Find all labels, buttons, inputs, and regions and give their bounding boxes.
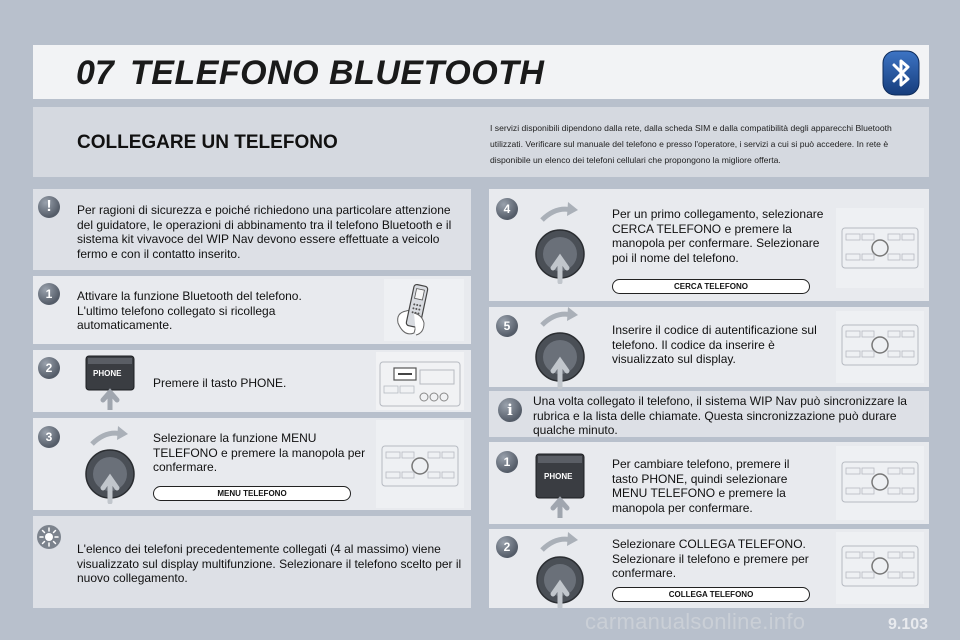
section-title: COLLEGARE UN TELEFONO	[77, 132, 338, 153]
bluetooth-icon	[882, 50, 920, 96]
step-1-text: Attivare la funzione Bluetooth del telefono. L'ultimo telefono collegato si ricollega automaticamente.	[77, 289, 302, 333]
radio-unit-image	[836, 446, 924, 520]
cerca-telefono-label: CERCA TELEFONO	[612, 279, 810, 294]
radio-unit-cd-image	[376, 352, 464, 410]
intro-note: I servizi disponibili dipendono dalla rete, dalla scheda SIM e dalla compatibilità degli apparecchi Bluetooth utilizzati. Verificare sul manuale del telefono e presso l'operatore, i servizi a cui si può accedere. In rete è disponibile un elenco dei telefoni cellulari che propongono la migliore offerta.	[490, 123, 892, 165]
change-step-1-badge: 1	[496, 451, 518, 473]
phone-key-image	[84, 354, 138, 410]
chapter-number: 07	[76, 54, 114, 92]
rotary-knob-image	[530, 200, 596, 284]
warning-badge: !	[38, 196, 60, 218]
rotary-knob-image	[530, 530, 596, 608]
step-4-text: Per un primo collegamento, selezionare CERCA TELEFONO e premere la manopola per confermare. Selezionare poi il nome del telefono.	[612, 207, 824, 265]
menu-telefono-label: MENU TELEFONO	[153, 486, 351, 501]
step-5-badge: 5	[496, 315, 518, 337]
phone-key-label: PHONE	[93, 369, 122, 378]
change-step-2-badge: 2	[496, 536, 518, 558]
rotary-knob-image	[80, 424, 146, 504]
change-step-1-text: Per cambiare telefono, premere il tasto PHONE, quindi selezionare MENU TELEFONO e premere la manopola per confermare.	[612, 457, 790, 515]
step-1-badge: 1	[38, 283, 60, 305]
step-3-text: Selezionare la funzione MENU TELEFONO e premere la manopola per confermare.	[153, 431, 366, 475]
radio-unit-image	[376, 420, 464, 508]
info-badge: i	[498, 398, 522, 422]
collega-telefono-label: COLLEGA TELEFONO	[612, 587, 810, 602]
step-3-badge: 3	[38, 426, 60, 448]
step-4-badge: 4	[496, 198, 518, 220]
phone-key-label: PHONE	[544, 472, 573, 481]
watermark: carmanualsonline.info	[585, 609, 806, 634]
page-number: 9.103	[888, 616, 929, 633]
hand-phone-icon	[384, 279, 464, 341]
lightbulb-icon	[36, 524, 62, 550]
step-2-text: Premere il tasto PHONE.	[153, 376, 287, 390]
phone-key-image	[534, 452, 588, 518]
radio-unit-image	[836, 311, 924, 383]
rotary-knob-image	[530, 305, 596, 389]
radio-unit-image	[836, 208, 924, 288]
step-5-text: Inserire il codice di autentificazione sul telefono. Il codice da inserire è visualizzato sul display.	[612, 323, 817, 367]
change-step-2-text: Selezionare COLLEGA TELEFONO. Selezionare il telefono e premere per confermare.	[612, 537, 809, 581]
tip-text: L'elenco dei telefoni precedentemente collegati (4 al massimo) viene visualizzato sul display multifunzione. Selezionare il telefono scelto per il nuovo collegamento.	[77, 542, 462, 586]
radio-unit-image	[836, 532, 924, 604]
info-text: Una volta collegato il telefono, il sistema WIP Nav può sincronizzare la rubrica e la lista delle chiamate. Questa sincronizzazione può durare qualche minuto.	[533, 394, 907, 438]
page-title: TELEFONO BLUETOOTH	[130, 54, 545, 92]
step-2-badge: 2	[38, 357, 60, 379]
warning-text: Per ragioni di sicurezza e poiché richiedono una particolare attenzione del guidatore, le operazioni di abbinamento tra il telefono Bluetooth e il sistema kit vivavoce del WIP Nav devono essere effettuate a veicolo fermo e con il contatto inserito.	[77, 203, 452, 261]
